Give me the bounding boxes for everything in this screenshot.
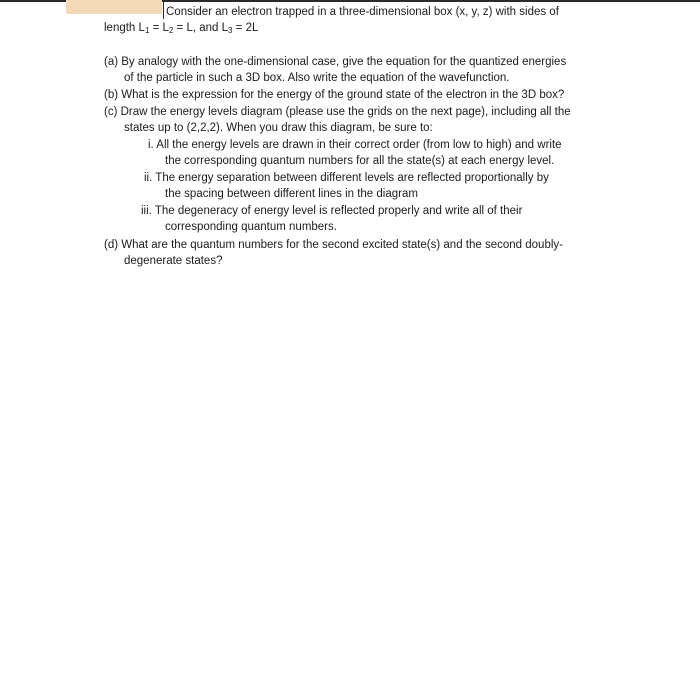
part-c-ii-line-1: ii. The energy separation between different levels are reflected proportionally by <box>144 172 549 184</box>
subscript-1: 1 <box>144 26 150 35</box>
intro-text: length L <box>104 22 145 34</box>
part-d-line-2: degenerate states? <box>124 255 223 267</box>
part-c-i-line-1: i. All the energy levels are drawn in their correct order (from low to high) and write <box>148 139 562 151</box>
part-b-line-1: (b) What is the expression for the energy of the ground state of the electron in the 3D box? <box>104 89 565 101</box>
part-c-iii-line-1: iii. The degeneracy of energy level is reflected properly and write all of their <box>141 205 523 217</box>
part-c-i-line-2: the corresponding quantum numbers for all the state(s) at each energy level. <box>165 155 555 167</box>
part-d-line-1: (d) What are the quantum numbers for the second excited state(s) and the second doubly- <box>104 239 563 251</box>
part-c-ii-line-2: the spacing between different lines in the diagram <box>165 188 418 200</box>
intro-text: = 2L <box>232 22 259 34</box>
subscript-2: 2 <box>168 26 174 35</box>
part-c-line-1: (c) Draw the energy levels diagram (please use the grids on the next page), including all the <box>104 106 571 118</box>
subscript-3: 3 <box>228 26 233 35</box>
text-cursor <box>163 2 164 19</box>
problem-intro-line-2 <box>104 20 258 37</box>
highlighted-region <box>66 0 162 14</box>
problem-intro-line-1: Consider an electron trapped in a three-dimensional box (x, y, z) with sides of <box>166 6 559 18</box>
part-c-line-2: states up to (2,2,2). When you draw this diagram, be sure to: <box>124 122 433 134</box>
part-c-iii-line-2: corresponding quantum numbers. <box>165 221 337 233</box>
intro-text: = L <box>149 22 169 34</box>
part-a-line-2: of the particle in such a 3D box. Also write the equation of the wavefunction. <box>124 72 510 84</box>
part-a-line-1: (a) By analogy with the one-dimensional case, give the equation for the quantized energies <box>104 56 567 68</box>
intro-text: = L, and L <box>173 22 229 34</box>
